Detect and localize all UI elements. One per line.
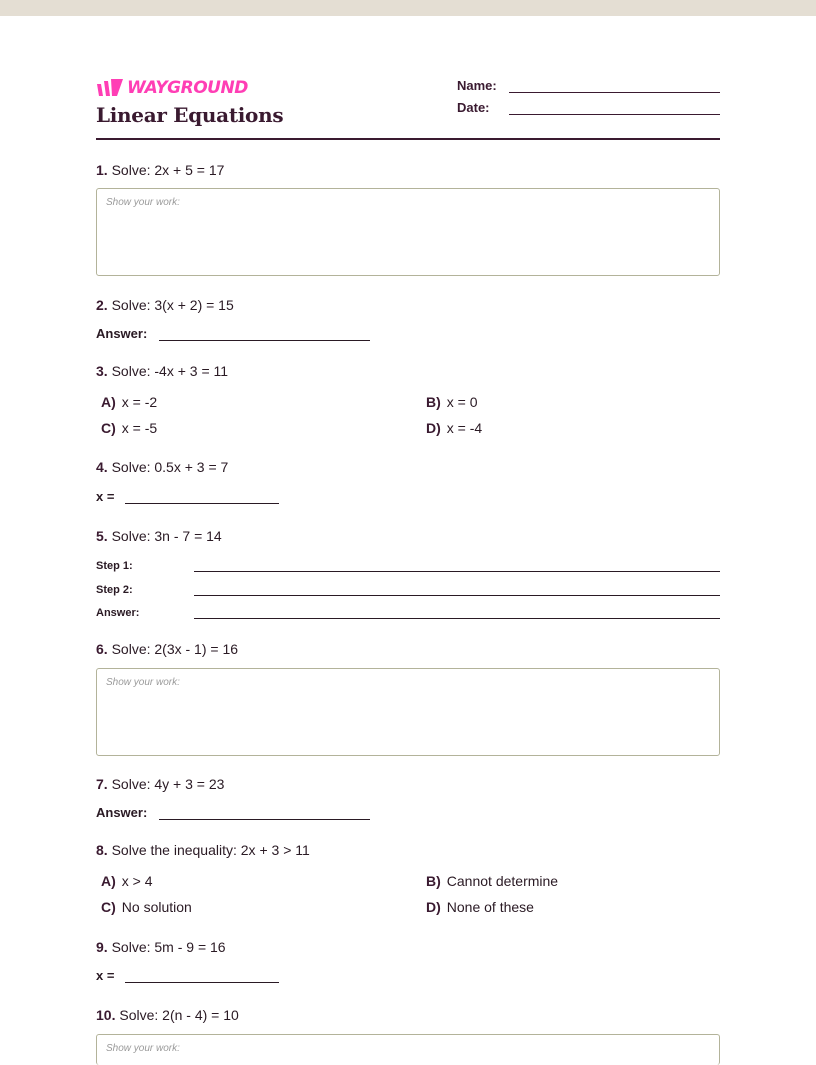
question-text: Solve: 5m - 9 = 16 <box>111 939 226 955</box>
option-letter: C) <box>101 420 116 436</box>
step-input-line[interactable] <box>194 606 720 619</box>
option-letter: A) <box>101 873 116 889</box>
option-text: None of these <box>446 899 534 915</box>
option-a[interactable] <box>101 873 153 889</box>
brand-name: WAYGROUND <box>127 78 248 98</box>
answer-label: x = <box>96 489 115 504</box>
option-letter: A) <box>101 394 116 410</box>
option-text: x > 4 <box>121 873 153 889</box>
name-field[interactable] <box>457 78 720 93</box>
question-text: Solve: 2(3x - 1) = 16 <box>111 641 239 657</box>
question-9 <box>96 939 226 955</box>
question-number: 6. <box>96 641 108 657</box>
step-input-line[interactable] <box>194 583 720 596</box>
question-text: Solve: -4x + 3 = 11 <box>111 363 229 379</box>
work-placeholder: Show your work: <box>106 197 180 208</box>
question-7 <box>96 776 224 792</box>
option-letter: B) <box>426 394 441 410</box>
answer-input-line[interactable] <box>159 326 370 341</box>
question-number: 8. <box>96 842 108 858</box>
option-b[interactable] <box>426 394 478 410</box>
page-title: Linear Equations <box>96 103 284 127</box>
question-text: Solve: 4y + 3 = 23 <box>111 776 225 792</box>
work-box-6[interactable] <box>96 668 720 756</box>
answer-line-7[interactable] <box>96 805 370 820</box>
name-line[interactable] <box>509 78 720 93</box>
answer-line-4[interactable] <box>96 489 279 504</box>
option-c[interactable] <box>101 420 157 436</box>
question-text: Solve: 2x + 5 = 17 <box>111 162 225 178</box>
work-box-1[interactable] <box>96 188 720 276</box>
option-text: x = -5 <box>121 420 158 436</box>
top-bar <box>0 0 816 16</box>
question-number: 10. <box>96 1007 116 1023</box>
answer-label: Answer: <box>96 805 148 820</box>
option-text: Cannot determine <box>446 873 559 889</box>
step-input-line[interactable] <box>194 559 720 572</box>
question-number: 5. <box>96 528 108 544</box>
option-c[interactable] <box>101 899 192 915</box>
work-placeholder: Show your work: <box>106 677 180 688</box>
question-text: Solve the inequality: 2x + 3 > 11 <box>111 842 310 858</box>
option-a[interactable] <box>101 394 157 410</box>
question-10 <box>96 1007 239 1023</box>
question-text: Solve: 0.5x + 3 = 7 <box>111 459 229 475</box>
question-text: Solve: 3n - 7 = 14 <box>111 528 222 544</box>
wayground-logo-icon <box>96 78 124 98</box>
option-d[interactable] <box>426 420 482 436</box>
work-box-10[interactable] <box>96 1034 720 1065</box>
question-2 <box>96 297 234 313</box>
option-letter: D) <box>426 420 441 436</box>
question-number: 1. <box>96 162 108 178</box>
question-number: 7. <box>96 776 108 792</box>
option-text: x = 0 <box>446 394 478 410</box>
step-answer-line[interactable] <box>96 606 720 619</box>
question-number: 4. <box>96 459 108 475</box>
step-label: Step 2: <box>96 584 133 596</box>
option-letter: D) <box>426 899 441 915</box>
date-label: Date: <box>457 100 490 115</box>
date-line[interactable] <box>509 100 720 115</box>
header-divider <box>96 138 720 140</box>
option-letter: B) <box>426 873 441 889</box>
step-label: Answer: <box>96 607 140 619</box>
option-text: x = -4 <box>446 420 483 436</box>
date-field[interactable] <box>457 100 720 115</box>
question-text: Solve: 2(n - 4) = 10 <box>119 1007 239 1023</box>
answer-input-line[interactable] <box>125 489 279 504</box>
option-letter: C) <box>101 899 116 915</box>
question-3 <box>96 363 228 379</box>
option-d[interactable] <box>426 899 534 915</box>
brand-logo <box>96 78 248 98</box>
question-number: 2. <box>96 297 108 313</box>
answer-line-9[interactable] <box>96 968 279 983</box>
answer-input-line[interactable] <box>125 968 279 983</box>
work-placeholder: Show your work: <box>106 1043 180 1054</box>
question-6 <box>96 641 238 657</box>
step-label: Step 1: <box>96 560 133 572</box>
answer-line-2[interactable] <box>96 326 370 341</box>
option-b[interactable] <box>426 873 558 889</box>
question-4 <box>96 459 228 475</box>
question-1 <box>96 162 224 178</box>
answer-label: Answer: <box>96 326 148 341</box>
step-1-line[interactable] <box>96 559 720 572</box>
answer-input-line[interactable] <box>159 805 370 820</box>
name-label: Name: <box>457 78 497 93</box>
question-8 <box>96 842 310 858</box>
option-text: No solution <box>121 899 192 915</box>
question-text: Solve: 3(x + 2) = 15 <box>111 297 234 313</box>
option-text: x = -2 <box>121 394 158 410</box>
question-number: 9. <box>96 939 108 955</box>
answer-label: x = <box>96 968 115 983</box>
question-number: 3. <box>96 363 108 379</box>
question-5 <box>96 528 222 544</box>
step-2-line[interactable] <box>96 583 720 596</box>
